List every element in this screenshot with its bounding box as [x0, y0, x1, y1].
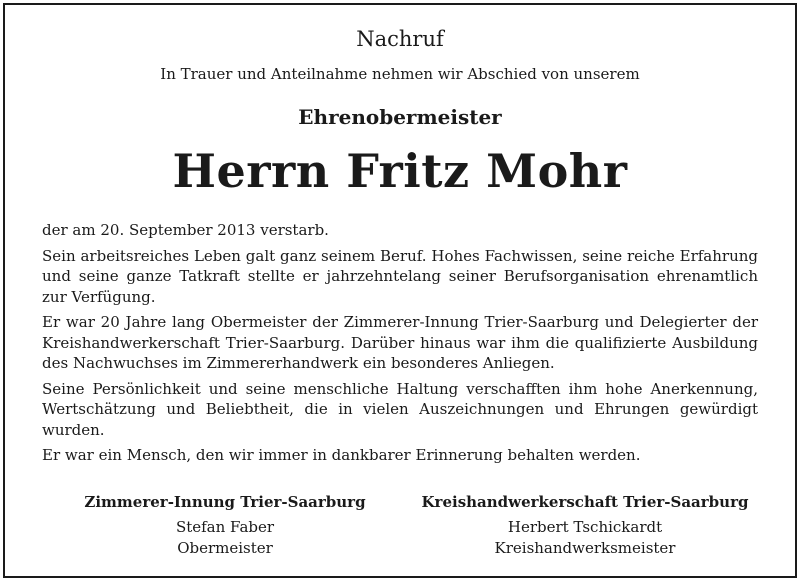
paragraph-recognition: Seine Persönlichkeit und seine menschliche Haltung verschafften ihm hohe Anerkennung, Wertschätzung und Beliebtheit, die in vielen Auszeichnungen und Ehrungen gewürdigt wurden.: [42, 379, 758, 439]
signature-crafts-association: [405, 492, 765, 559]
intro-line: In Trauer und Anteilnahme nehmen wir Abschied von unserem: [160, 65, 640, 83]
paragraph-career: Sein arbeitsreiches Leben galt ganz seinem Beruf. Hohes Fachwissen, seine reiche Erfahrung und seine ganze Tatkraft stellte er jahrzehntelang seiner Berufsorganisation ehrenamtlich zur Verfügung.: [42, 246, 758, 306]
paragraph-death-date: der am 20. September 2013 verstarb.: [42, 221, 329, 239]
obituary-notice: [3, 3, 797, 578]
honorary-title: Ehrenobermeister: [298, 105, 502, 129]
signature-role: Kreishandwerksmeister: [494, 539, 676, 557]
signature-org: Kreishandwerkerschaft Trier-Saarburg: [421, 493, 749, 511]
deceased-name: Herrn Fritz Mohr: [172, 144, 628, 198]
signature-guild: [45, 492, 405, 559]
signature-person: Herbert Tschickardt: [507, 518, 663, 536]
obituary-body: [42, 220, 758, 471]
signature-org: Zimmerer-Innung Trier-Saarburg: [84, 493, 366, 511]
signature-person: Stefan Faber: [175, 518, 275, 536]
signature-role: Obermeister: [177, 539, 273, 557]
notice-heading: Nachruf: [356, 27, 444, 51]
paragraph-roles: Er war 20 Jahre lang Obermeister der Zimmerer-Innung Trier-Saarburg und Delegierter der Kreishandwerkerschaft Trier-Saarburg. Darüber hinaus war ihm die qualifizierte Ausbildung des Nachwuchses im Zimmererhandwerk ein besonderes Anliegen.: [42, 313, 758, 372]
paragraph-remembrance: Er war ein Mensch, den wir immer in dankbarer Erinnerung behalten werden.: [42, 446, 641, 464]
